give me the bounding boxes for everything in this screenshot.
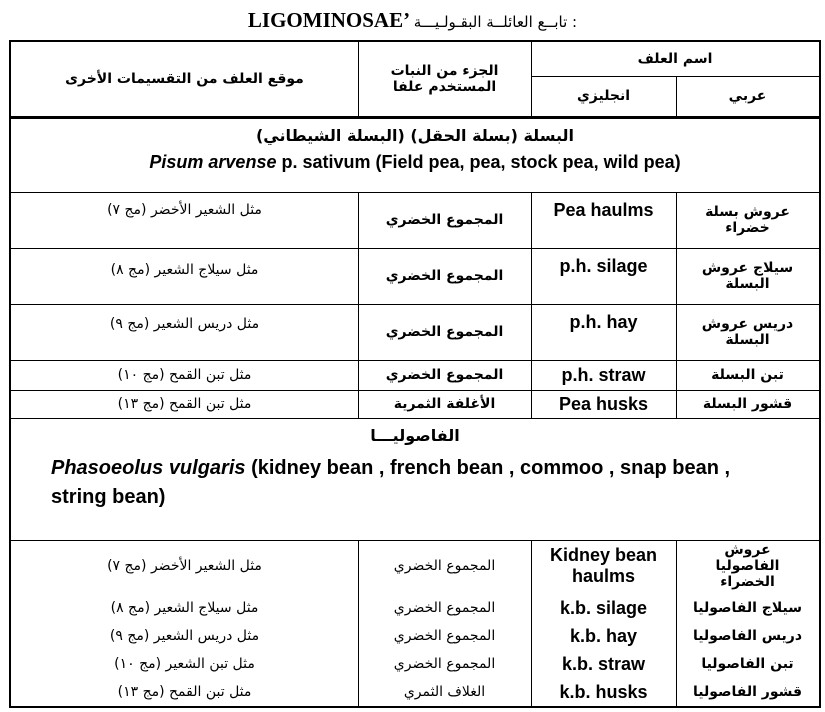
- grid-line: [11, 116, 819, 119]
- species-name: Pisum arvense: [149, 152, 277, 172]
- header-feed-name: اسم العلف: [637, 50, 713, 67]
- grid-line: [11, 390, 819, 391]
- header-plant-part: الجزء من النبات المستخدم علفا: [390, 62, 499, 95]
- section-scientific-name: [51, 454, 791, 512]
- feed-arabic-name: عروش الفاصوليا الخضراء: [715, 541, 780, 591]
- plant-part: الغلاف الثمري: [403, 683, 486, 700]
- grid-line: [531, 76, 819, 77]
- feed-position: مثل الشعير الأخضر (مج ٧): [107, 557, 262, 574]
- grid-line: [358, 192, 359, 418]
- grid-line: [11, 540, 819, 541]
- common-names: (kidney bean , french bean , commoo , snap bean , string bean): [51, 457, 731, 508]
- grid-line: [11, 192, 819, 193]
- feed-arabic-name: سيلاج عروش البسلة: [701, 259, 794, 292]
- plant-part: المجموع الخضري: [385, 366, 504, 383]
- grid-line: [531, 540, 532, 708]
- grid-line: [358, 42, 359, 116]
- common-names: p. sativum (Field pea, pea, stock pea, wild pea): [276, 152, 681, 172]
- feed-position: مثل سيلاج الشعير (مج ٨): [110, 599, 259, 616]
- feed-english-name: k.b. silage: [559, 597, 648, 618]
- plant-part: المجموع الخضري: [393, 655, 496, 672]
- feed-english-name: Pea husks: [558, 393, 649, 414]
- feed-english-name: k.b. straw: [561, 653, 646, 674]
- grid-line: [11, 304, 819, 305]
- feed-position: مثل دريس الشعير (مج ٩): [109, 315, 260, 332]
- grid-line: [11, 418, 819, 419]
- section-heading-arabic: البسلة (بسلة الحقل) (البسلة الشيطاني): [255, 126, 575, 145]
- feed-position: مثل تبن القمح (مج ١٣): [117, 683, 252, 700]
- plant-part: المجموع الخضري: [393, 557, 496, 574]
- title-arabic: تابــع العائلــة البقـولـيـــة :: [413, 13, 578, 31]
- grid-line: [358, 540, 359, 708]
- feed-english-name: p.h. straw: [561, 364, 646, 385]
- page-title: [0, 8, 825, 33]
- title-mark: ’: [403, 8, 409, 32]
- grid-line: [531, 42, 532, 116]
- feed-english-name: Kidney bean haulms: [549, 545, 658, 586]
- feed-position: مثل دريس الشعير (مج ٩): [109, 627, 260, 644]
- feed-position: مثل تبن الشعير (مج ١٠): [114, 655, 255, 672]
- feed-table: [9, 40, 821, 708]
- plant-part: المجموع الخضري: [393, 627, 496, 644]
- plant-part: المجموع الخضري: [385, 323, 504, 340]
- plant-part: المجموع الخضري: [393, 599, 496, 616]
- feed-position: مثل تبن القمح (مج ١٠): [117, 366, 252, 383]
- plant-part: المجموع الخضري: [385, 211, 504, 228]
- title-latin: LIGOMINOSAE: [247, 8, 404, 32]
- section-heading-arabic: الفاصوليـــا: [370, 426, 460, 445]
- feed-arabic-name: دريس عروش البسلة: [701, 315, 794, 348]
- feed-arabic-name: قشور الفاصوليا: [692, 683, 803, 700]
- feed-english-name: p.h. hay: [569, 311, 638, 332]
- feed-arabic-name: دريس الفاصوليا: [692, 627, 803, 644]
- header-english: انجليزي: [576, 87, 631, 104]
- header-position: موقع العلف من التقسيمات الأخرى: [65, 70, 304, 87]
- feed-english-name: p.h. silage: [559, 255, 648, 276]
- header-arabic: عربي: [728, 87, 767, 104]
- plant-part: المجموع الخضري: [385, 267, 504, 284]
- feed-arabic-name: تبن البسلة: [711, 366, 784, 383]
- feed-position: مثل سيلاج الشعير (مج ٨): [110, 261, 259, 278]
- grid-line: [11, 248, 819, 249]
- grid-line: [676, 192, 677, 418]
- feed-english-name: k.b. hay: [569, 625, 638, 646]
- species-name: Phasoeolus vulgaris: [51, 457, 246, 479]
- feed-arabic-name: تبن الفاصوليا: [701, 655, 794, 672]
- feed-arabic-name: عروش بسلة خضراء: [705, 203, 790, 236]
- feed-position: مثل الشعير الأخضر (مج ٧): [107, 201, 262, 218]
- grid-line: [676, 76, 677, 116]
- grid-line: [11, 360, 819, 361]
- grid-line: [676, 540, 677, 708]
- feed-arabic-name: سيلاج الفاصوليا: [693, 599, 802, 616]
- feed-english-name: k.b. husks: [559, 681, 648, 702]
- feed-position: مثل تبن القمح (مج ١٣): [117, 395, 252, 412]
- plant-part: الأغلفة الثمرية: [393, 395, 496, 412]
- section-scientific-name: [11, 152, 819, 173]
- feed-english-name: Pea haulms: [553, 199, 654, 220]
- grid-line: [531, 192, 532, 418]
- feed-arabic-name: قشور البسلة: [702, 395, 793, 412]
